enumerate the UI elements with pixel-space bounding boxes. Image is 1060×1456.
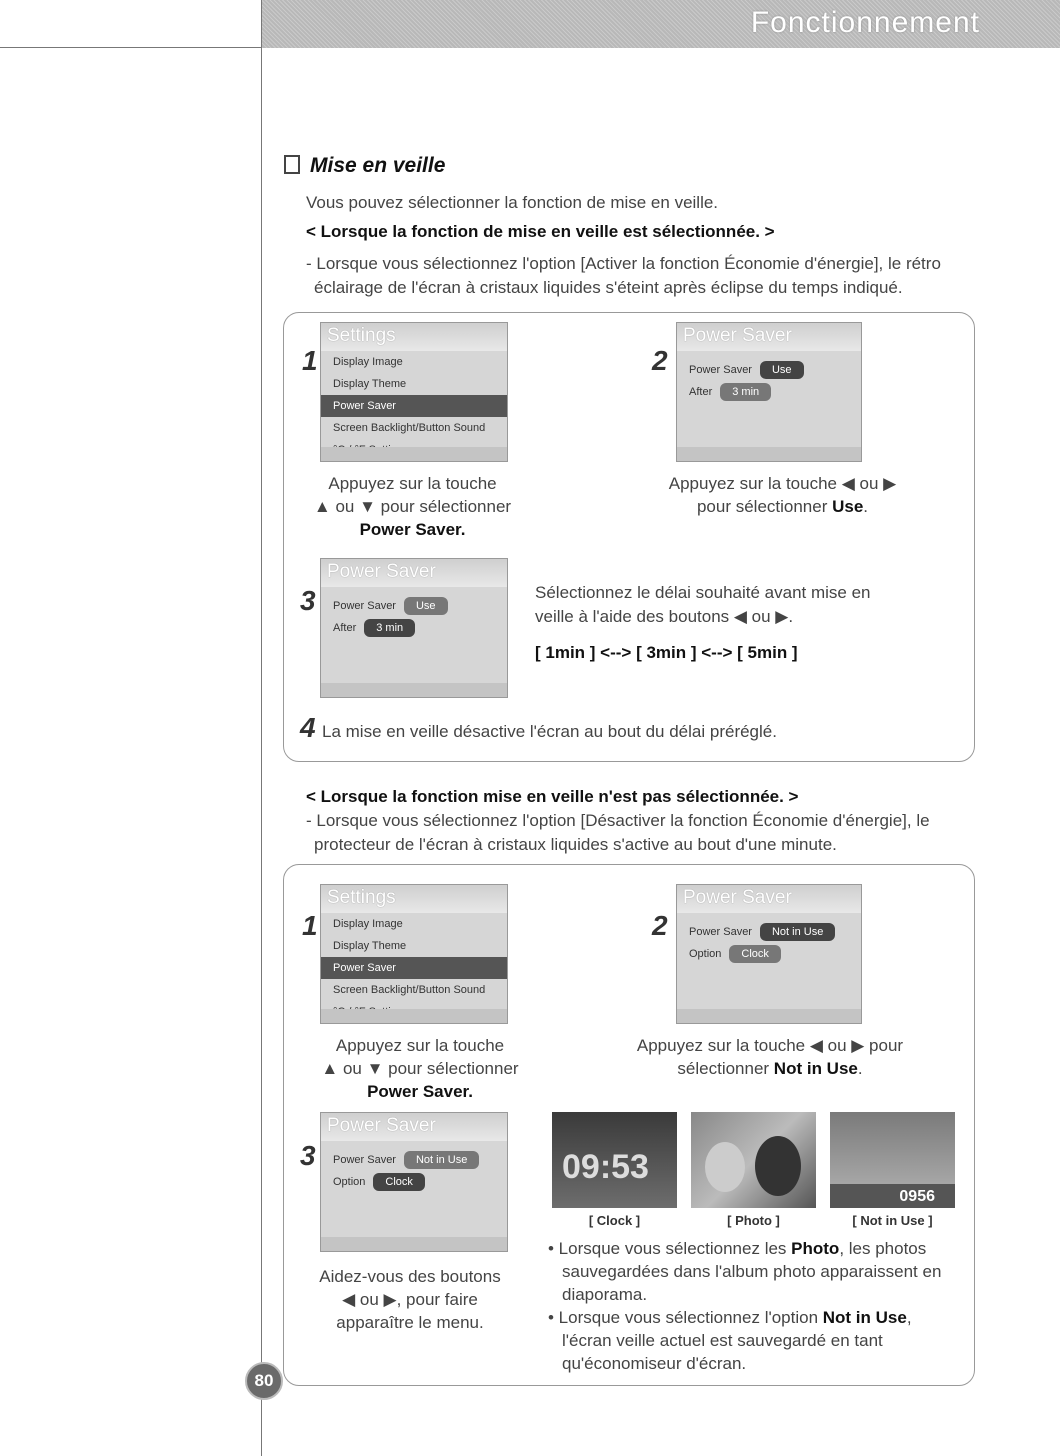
row-label: After [333,622,357,634]
screen-footer [321,1237,507,1251]
value-pill: Use [760,361,804,379]
screen-title: Power Saver [321,559,507,587]
caption-line: apparaître le menu. [336,1313,484,1332]
screen-title: Settings [321,323,507,351]
caption-line: ▲ ou ▼ pour sélectionner [313,497,512,516]
bullet-photo [548,1237,941,1306]
value-pill: Not in Use [760,923,835,941]
row-label: Power Saver [333,600,396,612]
margin-rule [261,0,262,1456]
caption-line: Appuyez sur la touche ◀ ou ▶ pour [636,1036,904,1055]
menu-item-selected: Power Saver [321,957,507,979]
section-title-text: Mise en veille [310,154,446,177]
step-number: 1 [302,345,318,376]
screen-row [321,617,507,639]
clock-digits: 09:53 [562,1148,649,1186]
screen-footer [321,1009,507,1023]
value-pill: Use [404,597,448,615]
screen-footer [321,683,507,697]
screen-row [321,1149,507,1171]
sub2-heading: < Lorsque la fonction mise en veille n'est pas sélectionnée. > [306,787,799,806]
step-number: 2 [652,910,668,941]
menu-item: Display Theme [333,378,407,390]
power-saver-screen [676,884,862,1024]
caption-line [610,1057,930,1080]
bullet-line: l'écran veille actuel est sauvegardé en tant [562,1331,883,1350]
sub1-text-2: éclairage de l'écran à cristaux liquides s'éteint après éclipse du temps indiqué. [314,278,903,297]
value-pill: Clock [373,1173,425,1191]
row-label: After [689,386,713,398]
value-pill: Clock [729,945,781,963]
value-pill: Not in Use [404,1151,479,1169]
bullet-not-in-use [548,1306,912,1375]
caption-line [640,495,925,518]
caption-line: ◀ ou ▶, pour faire [342,1290,478,1309]
settings-screen [320,884,508,1024]
step-number: 3 [300,585,316,616]
clock-digits: 0956 [899,1188,935,1205]
step-number: 3 [300,1140,316,1171]
screen-title: Power Saver [321,1113,507,1141]
power-saver-screen [320,558,508,698]
face-shape [755,1136,801,1196]
section-title [284,154,445,178]
sub1-text-1: - Lorsque vous sélectionnez l'option [Activer la fonction Économie d'énergie], le rétro [306,254,941,273]
menu-item: Display Image [333,356,403,368]
value-pill: 3 min [364,619,415,637]
screen-title: Power Saver [677,885,861,913]
menu-item: Display Image [333,918,403,930]
screen-row [677,381,861,403]
step3-options: [ 1min ] <--> [ 3min ] <--> [ 5min ] [535,643,798,662]
sub2-text-1: - Lorsque vous sélectionnez l'option [Désactiver la fonction Économie d'énergie], le [306,811,930,830]
caption-line: Power Saver. [367,1082,473,1101]
bullet-line: qu'économiseur d'écran. [562,1354,747,1373]
step-caption [300,1034,540,1103]
caption-text: . [857,1059,863,1078]
caption-text: . [863,497,869,516]
step-caption [640,472,925,518]
screen-title: Settings [321,885,507,913]
value-pill: 3 min [720,383,771,401]
bullet-line: sauvegardées dans l'album photo apparaissent en [562,1262,942,1281]
clock-photo [552,1112,677,1208]
sub1-heading: < Lorsque la fonction de mise en veille est sélectionnée. > [306,222,775,241]
step-caption [610,1034,930,1080]
caption-line: Power Saver. [359,520,466,539]
step-caption [300,472,525,541]
caption-line: Aidez-vous des boutons [319,1267,501,1286]
photo-caption: [ Not in Use ] [852,1213,933,1228]
menu-item: Screen Backlight/Button Sound [333,422,486,434]
row-label: Power Saver [689,926,752,938]
screen-title: Power Saver [677,323,861,351]
bullet-text: , les photos [839,1239,927,1258]
screen-footer [677,1009,861,1023]
bullet-line [548,1306,912,1329]
power-saver-screen [676,322,862,462]
sub2-text-2: protecteur de l'écran à cristaux liquides s'active au bout d'une minute. [314,835,837,854]
bullet-text: • Lorsque vous sélectionnez les [548,1239,792,1258]
bullet-bold: Photo [791,1239,840,1258]
checkbox-icon [284,155,300,174]
bullet-line [548,1237,941,1260]
step-number: 4 [300,712,316,743]
intro-text: Vous pouvez sélectionner la fonction de mise en veille. [306,193,719,212]
row-label: Option [689,948,722,960]
screen-row [677,943,861,965]
power-saver-screen [320,1112,508,1252]
step-caption [300,1265,520,1334]
bullet-bold: Not in Use [822,1308,907,1327]
photo-caption: [ Clock ] [588,1213,641,1228]
not-in-use-photo [830,1112,955,1208]
screen-row [321,595,507,617]
step3-text-2: veille à l'aide des boutons ◀ ou ▶. [535,607,794,626]
row-label: Power Saver [689,364,752,376]
step4-text: La mise en veille désactive l'écran au bout du délai préréglé. [322,722,777,741]
screen-footer [677,447,861,461]
step-number: 1 [302,910,318,941]
page-header-title: Fonctionnement [750,6,980,39]
step-number: 2 [652,345,668,376]
row-label: Option [333,1176,366,1188]
caption-text: pour sélectionner [696,497,833,516]
caption-line: ▲ ou ▼ pour sélectionner [321,1059,519,1078]
header-rule [0,47,262,48]
status-bar [830,1184,955,1208]
caption-line: Appuyez sur la touche [328,474,497,493]
screen-row [321,1171,507,1193]
caption-text: sélectionner [677,1059,774,1078]
menu-item-selected: Power Saver [321,395,507,417]
caption-line: Appuyez sur la touche ◀ ou ▶ [668,474,897,493]
screen-row [677,921,861,943]
menu-item: Display Theme [333,940,407,952]
page-number: 80 [245,1362,283,1400]
step3-text-1: Sélectionnez le délai souhaité avant mise en [535,583,871,602]
row-label: Power Saver [333,1154,396,1166]
caption-bold: Not in Use [773,1059,858,1078]
screen-row [677,359,861,381]
settings-screen [320,322,508,462]
photo-caption: [ Photo ] [727,1213,780,1228]
bullet-line: diaporama. [562,1285,648,1304]
face-shape [705,1142,745,1192]
menu-item: Screen Backlight/Button Sound [333,984,486,996]
screen-footer [321,447,507,461]
photo-slideshow-image [691,1112,816,1208]
caption-line: Appuyez sur la touche [335,1036,505,1055]
bullet-text: , [906,1308,912,1327]
bullet-text: • Lorsque vous sélectionnez l'option [548,1308,823,1327]
caption-bold: Use [832,497,864,516]
